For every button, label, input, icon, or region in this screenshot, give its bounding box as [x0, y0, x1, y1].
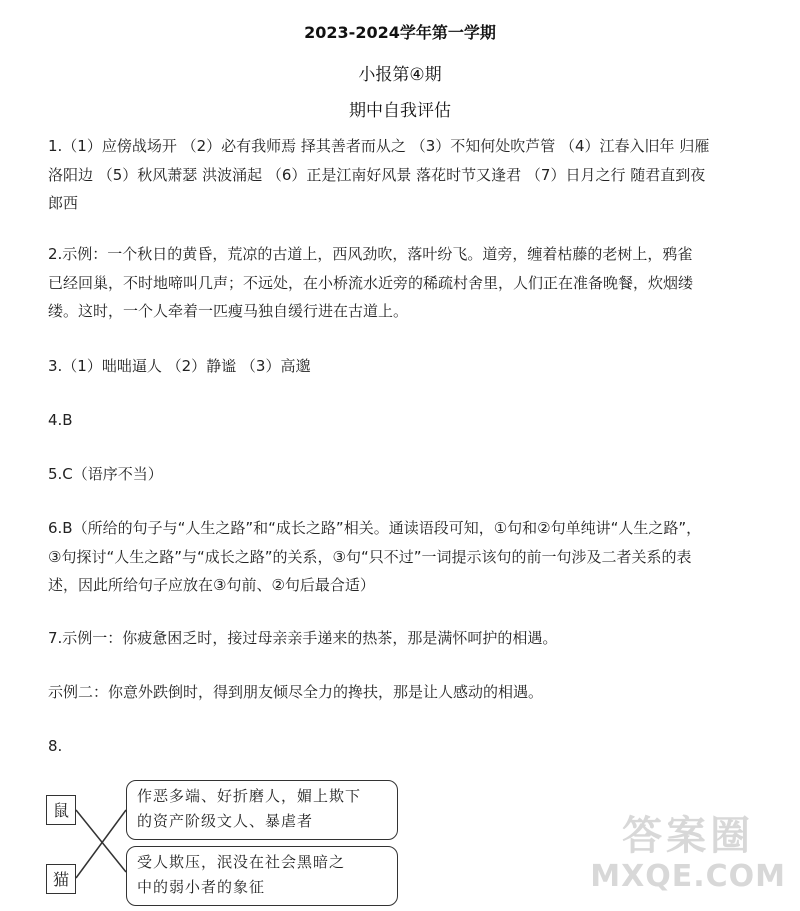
page-title: 2023-2024学年第一学期 — [304, 23, 496, 42]
answer-5-line: 5.C（语序不当） — [48, 465, 163, 483]
answer-1 — [48, 132, 768, 218]
issue-subtitle: 小报第④期 — [358, 65, 442, 85]
watermark-domain: MXQE.COM — [590, 859, 786, 894]
answer-8-number: 8. — [48, 737, 63, 755]
answer-7-line: 示例二：你意外跌倒时，得到朋友倾尽全力的搀扶，那是让人感动的相遇。 — [48, 683, 544, 701]
answer-6-line: ③句探讨“人生之路”与“成长之路”的关系，③句“只不过”一词提示该句的前一句涉及二者关系的表 — [48, 547, 692, 566]
answer-7-example-2 — [48, 678, 768, 707]
answer-4 — [48, 406, 768, 435]
answer-8-label — [48, 732, 768, 761]
description-line: 作恶多端、好折磨人，媚上欺下 — [137, 787, 362, 805]
matching-diagram — [46, 780, 406, 905]
answer-3-line: 3.（1）咄咄逼人 （2）静谧 （3）高邈 — [48, 357, 311, 375]
site-watermark — [590, 812, 786, 894]
answer-7-line: 7.示例一：你疲惫困乏时，接过母亲亲手递来的热茶，那是满怀呵护的相遇。 — [48, 629, 558, 647]
description-line: 的资产阶级文人、暴虐者 — [137, 812, 314, 830]
char-box-cat: 猫 — [46, 864, 76, 894]
answer-5 — [48, 460, 768, 489]
answer-3 — [48, 352, 768, 381]
answer-6-line: 述，因此所给句子应放在③句前、②句后最合适） — [48, 576, 375, 594]
answer-1-line: 郎西 — [48, 194, 79, 212]
description-line: 中的弱小者的象征 — [137, 878, 266, 896]
answer-2-line: 缕。这时，一个人牵着一匹瘦马独自缓行进在古道上。 — [48, 302, 409, 320]
answer-4-line: 4.B — [48, 411, 73, 429]
answer-2-line: 2.示例：一个秋日的黄昏，荒凉的古道上，西风劲吹，落叶纷飞。道旁，缠着枯藤的老树上，鸦雀 — [48, 245, 693, 263]
watermark-logo-text: 答案圈 — [622, 813, 755, 859]
answer-1-line: 洛阳边 （5）秋风萧瑟 洪波涌起 （6）正是江南好风景 落花时节又逢君 （7）日月之行 随君直到夜 — [48, 165, 706, 184]
description-line: 受人欺压，泯没在社会黑暗之 — [137, 853, 346, 871]
section-heading: 期中自我评估 — [349, 101, 451, 121]
answer-7-example-1 — [48, 624, 768, 653]
answer-6-line: 6.B（所给的句子与“人生之路”和“成长之路”相关。通读语段可知，①句和②句单纯讲“人生之路”， — [48, 519, 702, 537]
answer-2-line: 已经回巢，不时地啼叫几声；不远处，在小桥流水近旁的稀疏村舍里，人们正在准备晚餐，炊烟缕 — [48, 273, 694, 292]
answer-6 — [48, 514, 768, 600]
answer-1-line: 1.（1）应傍战场开 （2）必有我师焉 择其善者而从之 （3）不知何处吹芦管 （4）江春入旧年 归雁 — [48, 137, 710, 155]
answer-2 — [48, 240, 768, 326]
description-box — [126, 846, 398, 906]
char-box-rat: 鼠 — [46, 795, 76, 825]
description-box — [126, 780, 398, 840]
